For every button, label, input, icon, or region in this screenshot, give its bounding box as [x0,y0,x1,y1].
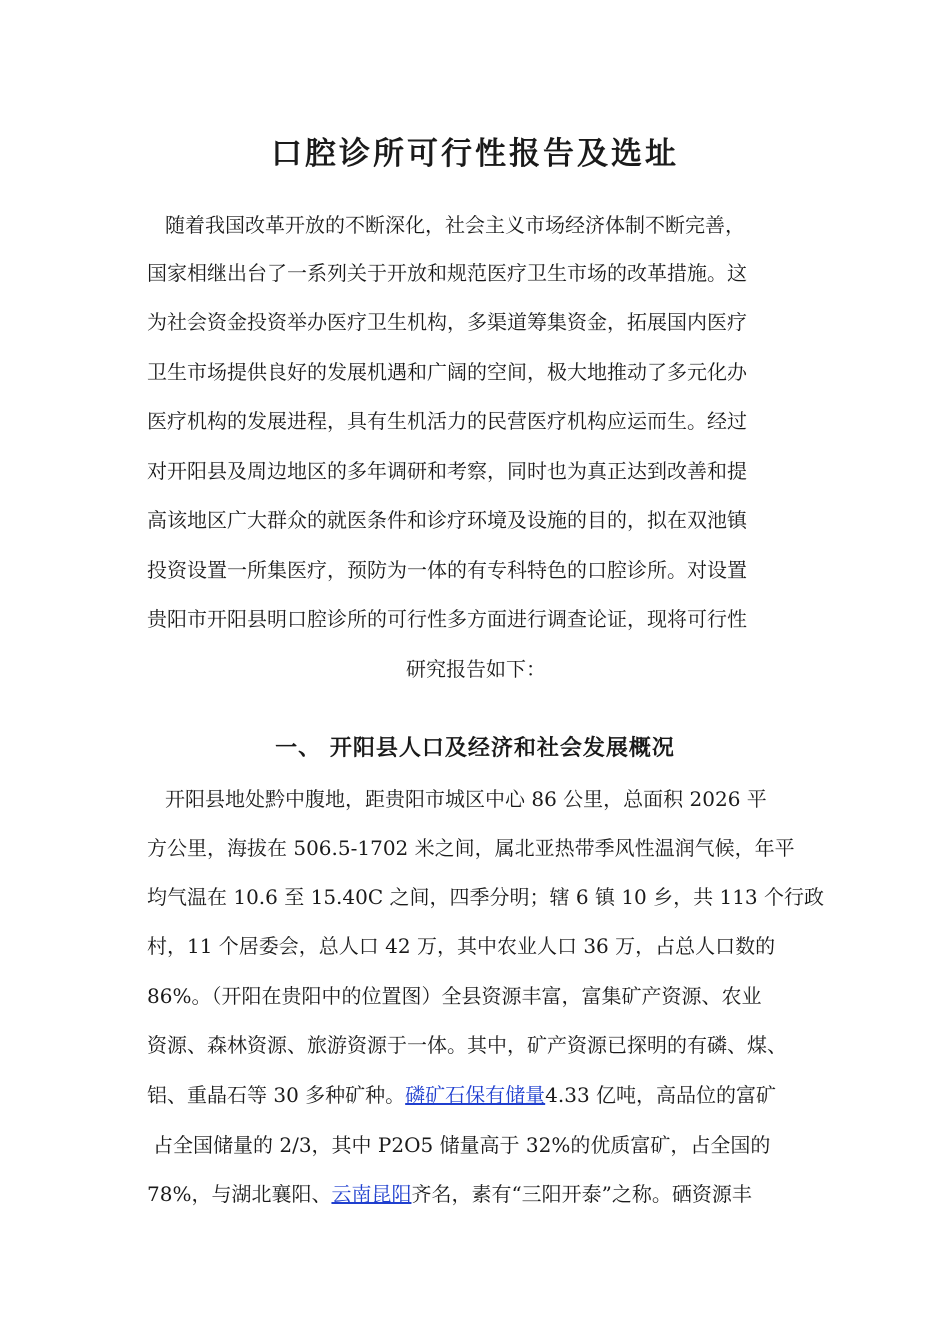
section-line: 方公里，海拔在 506.5-1702 米之间，属北亚热带季风性温润气候，年平 [147,836,795,860]
intro-line: 贵阳市开阳县明口腔诊所的可行性多方面进行调查论证，现将可行性 [147,607,747,631]
intro-line: 随着我国改革开放的不断深化，社会主义市场经济体制不断完善， [165,213,745,237]
document-title: 口腔诊所可行性报告及选址 [271,136,679,172]
intro-line: 卫生市场提供良好的发展机遇和广阔的空间，极大地推动了多元化办 [147,360,747,384]
section-line: 资源、森林资源、旅游资源于一体。其中，矿产资源已探明的有磷、煤、 [147,1033,787,1057]
section-heading: 一、 开阳县人口及经济和社会发展概况 [275,735,675,761]
intro-line: 高该地区广大群众的就医条件和诊疗环境及设施的目的，拟在双池镇 [147,508,747,532]
section-line: 开阳县地处黔中腹地，距贵阳市城区中心 86 公里，总面积 2026 平 [165,787,767,811]
text-segment: 铝、重晶石等 30 多种矿种。 [147,1083,406,1107]
intro-line: 国家相继出台了一系列关于开放和规范医疗卫生市场的改革措施。这 [147,261,747,285]
intro-line: 投资设置一所集医疗，预防为一体的有专科特色的口腔诊所。对设置 [147,558,747,582]
intro-line: 为社会资金投资举办医疗卫生机构，多渠道筹集资金，拓展国内医疗 [147,310,747,334]
intro-line: 对开阳县及周边地区的多年调研和考察，同时也为真正达到改善和提 [147,459,747,483]
kunyang-link[interactable]: 云南昆阳 [331,1182,412,1206]
section-line: 均气温在 10.6 至 15.40C 之间，四季分明；辖 6 镇 10 乡，共 113 个行政 [147,885,825,909]
section-line: 86%。（开阳在贵阳中的位置图）全县资源丰富，富集矿产资源、农业 [147,984,762,1008]
section-line: 村，11 个居委会，总人口 42 万，其中农业人口 36 万，占总人口数的 [147,934,776,958]
section-line-with-link [147,1080,805,1110]
intro-line: 医疗机构的发展进程，具有生机活力的民营医疗机构应运而生。经过 [147,409,747,433]
intro-line-last: 研究报告如下： [406,657,546,681]
section-line: 占全国储量的 2/3，其中 P2O5 储量高于 32%的优质富矿，占全国的 [153,1133,771,1157]
text-segment: 齐名，素有“三阳开泰”之称。硒资源丰 [411,1182,752,1206]
section-line-with-link [147,1179,805,1209]
text-segment: 78%，与湖北襄阳、 [147,1182,332,1206]
reserve-link[interactable]: 磷矿石保有储量 [405,1083,546,1107]
text-segment: 4.33 亿吨，高品位的富矿 [545,1083,777,1107]
